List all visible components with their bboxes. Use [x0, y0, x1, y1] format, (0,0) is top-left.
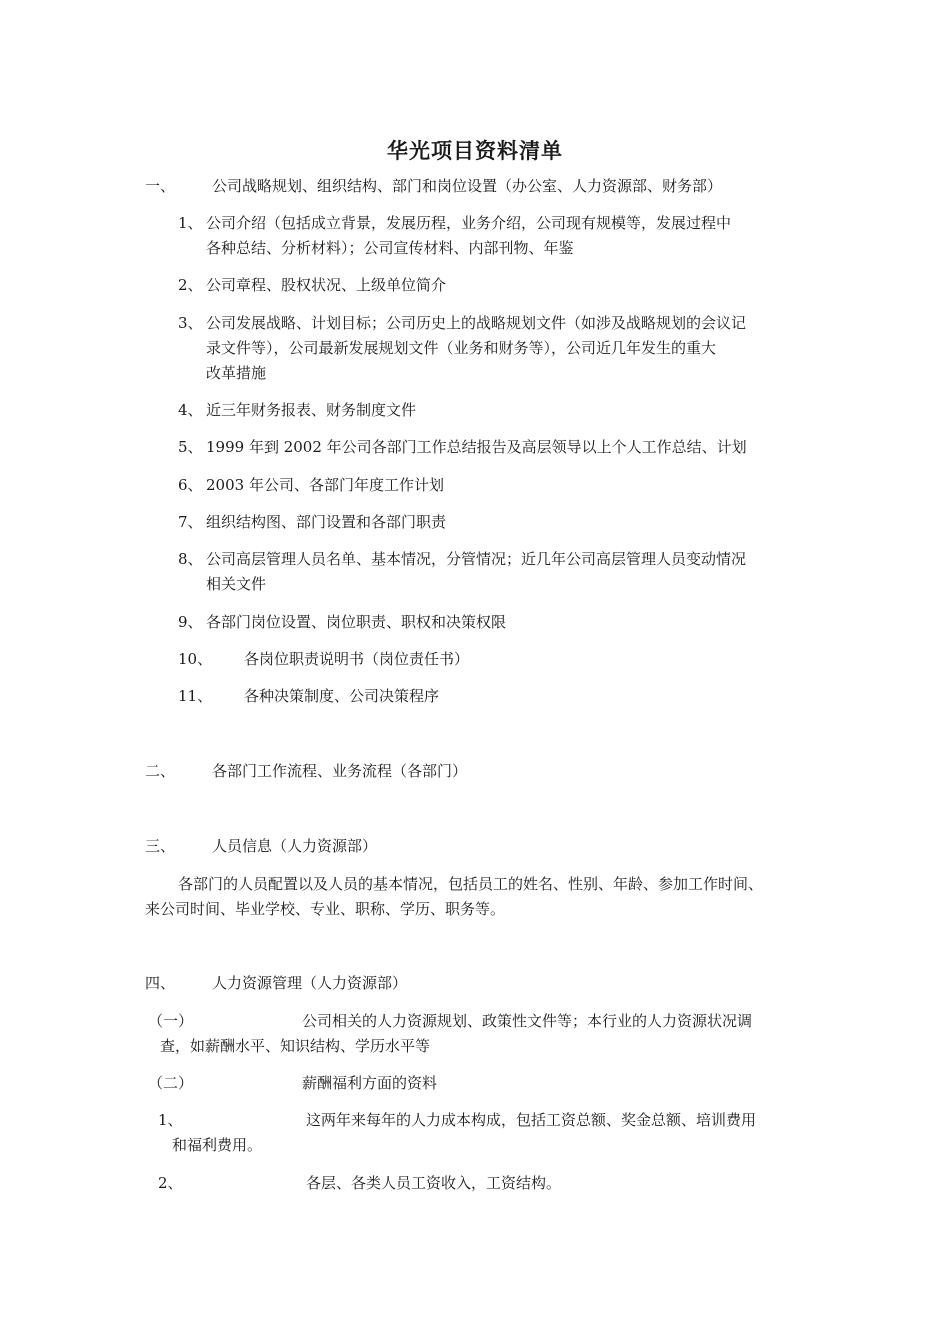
- subsection-number: （一）: [148, 1012, 194, 1030]
- list-item-text: 2003 年公司、各部门年度工作计划: [206, 476, 444, 494]
- subsection-text: 查，如薪酬水平、知识结构、学历水平等: [160, 1037, 431, 1055]
- paragraph-line: 各部门的人员配置以及人员的基本情况，包括员工的姓名、性别、年龄、参加工作时间、: [178, 875, 764, 893]
- section-3-heading: 人员信息（人力资源部）: [212, 837, 378, 855]
- list-item-number: 10、: [178, 650, 213, 668]
- list-item-text: 公司章程、股权状况、上级单位简介: [206, 276, 447, 294]
- list-item-number: 4、: [178, 401, 203, 419]
- section-3-number: 三、: [145, 837, 176, 855]
- list-item-number: 5、: [178, 438, 203, 456]
- list-item-text: 各部门岗位设置、岗位职责、职权和决策权限: [206, 613, 507, 631]
- section-1-number: 一、: [145, 177, 176, 195]
- list-item-number: 2、: [158, 1174, 183, 1192]
- list-item-number: 11、: [178, 687, 213, 705]
- subsection-text: 薪酬福利方面的资料: [302, 1074, 438, 1092]
- section-4-number: 四、: [145, 974, 176, 992]
- list-item-number: 8、: [178, 550, 203, 568]
- document-title: 华光项目资料清单: [387, 139, 563, 163]
- list-item-text: 公司介绍（包括成立背景，发展历程，业务介绍，公司现有规模等，发展过程中: [206, 214, 732, 232]
- list-item-number: 1、: [178, 214, 203, 232]
- list-item-text: 改革措施: [206, 364, 267, 382]
- section-4-heading: 人力资源管理（人力资源部）: [212, 974, 408, 992]
- list-item-text: 各种总结、分析材料）；公司宣传材料、内部刊物、年鉴: [206, 239, 574, 257]
- section-2-heading: 各部门工作流程、业务流程（各部门）: [212, 762, 468, 780]
- list-item-text: 近三年财务报表、财务制度文件: [206, 401, 417, 419]
- list-item-text: 各种决策制度、公司决策程序: [244, 687, 440, 705]
- list-item-text: 录文件等），公司最新发展规划文件（业务和财务等），公司近几年发生的重大: [206, 339, 717, 357]
- list-item-text: 各层、各类人员工资收入，工资结构。: [306, 1174, 562, 1192]
- list-item-text: 这两年来每年的人力成本构成，包括工资总额、奖金总额、培训费用: [306, 1111, 757, 1129]
- list-item-text: 各岗位职责说明书（岗位责任书）: [244, 650, 470, 668]
- list-item-text: 1999 年到 2002 年公司各部门工作总结报告及高层领导以上个人工作总结、计划: [206, 438, 747, 456]
- list-item-text: 公司发展战略、计划目标；公司历史上的战略规划文件（如涉及战略规划的会议记: [206, 314, 747, 332]
- list-item-number: 1、: [158, 1111, 183, 1129]
- list-item-number: 3、: [178, 314, 203, 332]
- paragraph-line: 来公司时间、毕业学校、专业、职称、学历、职务等。: [145, 900, 506, 918]
- list-item-text: 相关文件: [206, 575, 267, 593]
- list-item-text: 组织结构图、部门设置和各部门职责: [206, 513, 447, 531]
- section-1-heading: 公司战略规划、组织结构、部门和岗位设置（办公室、人力资源部、财务部）: [212, 177, 723, 195]
- list-item-number: 2、: [178, 276, 203, 294]
- list-item-number: 7、: [178, 513, 203, 531]
- subsection-text: 公司相关的人力资源规划、政策性文件等；本行业的人力资源状况调: [302, 1012, 753, 1030]
- list-item-number: 9、: [178, 613, 203, 631]
- list-item-number: 6、: [178, 476, 203, 494]
- list-item-text: 和福利费用。: [172, 1136, 263, 1154]
- section-2-number: 二、: [145, 762, 176, 780]
- list-item-text: 公司高层管理人员名单、基本情况，分管情况；近几年公司高层管理人员变动情况: [206, 550, 747, 568]
- subsection-number: （二）: [148, 1074, 194, 1092]
